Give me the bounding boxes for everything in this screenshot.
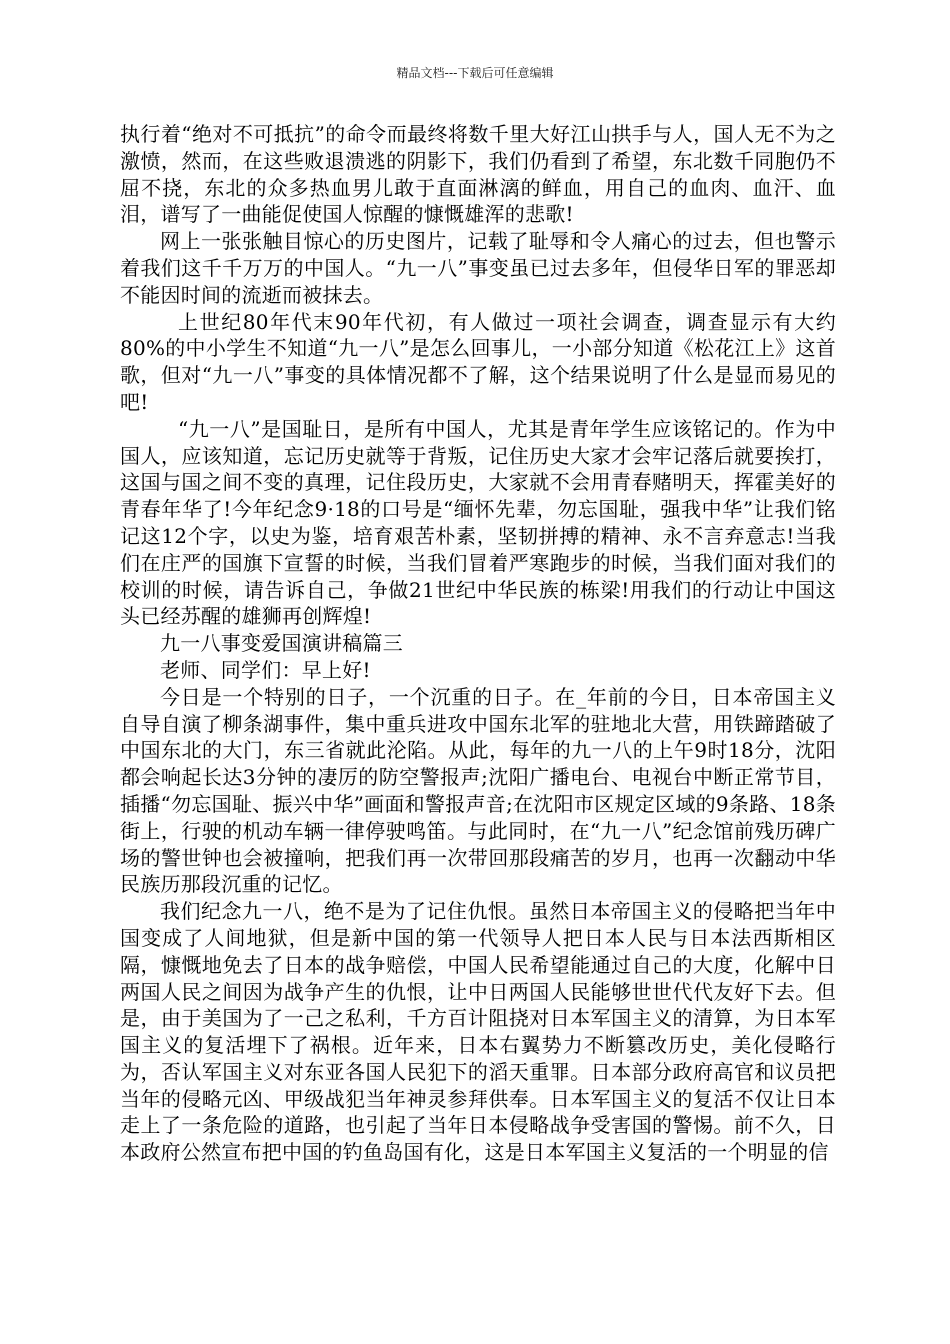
document-body	[120, 121, 836, 1166]
paragraph: 执行着“绝对不可抵抗”的命令而最终将数千里大好江山拱手与人，国人无不为之激愤，然而，在这些败退溃逃的阴影下，我们仍看到了希望，东北数千同胞仍不屈不挠，东北的众多热血男儿敢于直面淋漓的鲜血，用自己的血肉、血汗、血泪，谱写了一曲能促使国人惊醒的慷慨雄浑的悲歌!	[120, 122, 836, 227]
section-title: 九一八事变爱国演讲稿篇三	[160, 631, 403, 656]
paragraph: 今日是一个特别的日子，一个沉重的日子。在_年前的今日，日本帝国主义自导自演了柳条湖事件，集中重兵进攻中国东北军的驻地北大营，用铁蹄踏破了中国东北的大门，东三省就此沦陷。从此，每年的九一八的上午9时18分，沈阳都会响起长达3分钟的凄厉的防空警报声;沈阳广播电台、电视台中断正常节目，插播“勿忘国耻、振兴中华”画面和警报声音;在沈阳市区规定区域的9条路、18条街上，行驶的机动车辆一律停驶鸣笛。与此同时，在“九一八”纪念馆前残历碑广场的警世钟也会被撞响，把我们再一次带回那段痛苦的岁月，也再一次翻动中华民族历那段沉重的记忆。	[120, 684, 836, 897]
greeting: 老师、同学们：早上好!	[160, 657, 371, 682]
paragraph: “九一八”是国耻日，是所有中国人，尤其是青年学生应该铭记的。作为中国人，应该知道，忘记历史就等于背叛，记住历史大家才会牢记落后就要挨打，这国与国之间不变的真理，记住段历史，大家就不会用青春赌明天，挥霍美好的青春年华了!今年纪念9·18的口号是“缅怀先辈，勿忘国耻，强我中华”让我们铭记这12个字，以史为鉴，培育艰苦朴素，坚韧拼搏的精神、永不言弃意志!当我们在庄严的国旗下宣誓的时候，当我们冒着严寒跑步的时候，当我们面对我们的校训的时候，请告诉自己，争做21世纪中华民族的栋梁!用我们的行动让中国这头已经苏醒的雄狮再创辉煌!	[120, 416, 836, 629]
page-header: 精品文档---下载后可任意编辑	[396, 66, 554, 80]
paragraph: 我们纪念九一八，绝不是为了记住仇恨。虽然日本帝国主义的侵略把当年中国变成了人间地狱，但是新中国的第一代领导人把日本人民与日本法西斯相区隔，慷慨地免去了日本的战争赔偿，中国人民希望能通过自己的大度，化解中日两国人民之间因为战争产生的仇恨，让中日两国人民能够世世代代友好下去。但是，由于美国为了一己之私利，千方百计阻挠对日本军国主义的清算，为日本军国主义的复活埋下了祸根。近年来，日本右翼势力不断篡改历史，美化侵略行为，否认军国主义对东亚各国人民犯下的滔天重罪。日本部分政府高官和议员把当年的侵略元凶、甲级战犯当年神灵参拜供奉。日本军国主义的复活不仅让日本走上了一条危险的道路，也引起了当年日本侵略战争受害国的警惕。前不久，日本政府公然宣布把中国的钓鱼岛国有化，这是日本军国主义复活的一个明显的信	[120, 899, 836, 1165]
paragraph: 上世纪80年代末90年代初，有人做过一项社会调查，调查显示有大约80%的中小学生不知道“九一八”是怎么回事儿，一小部分知道《松花江上》这首歌，但对“九一八”事变的具体情况都不了解，这个结果说明了什么是显而易见的吧!	[120, 309, 836, 414]
paragraph: 网上一张张触目惊心的历史图片，记载了耻辱和令人痛心的过去，但也警示着我们这千千万万的中国人。“九一八”事变虽已过去多年，但侵华日军的罪恶却不能因时间的流逝而被抹去。	[120, 229, 836, 307]
